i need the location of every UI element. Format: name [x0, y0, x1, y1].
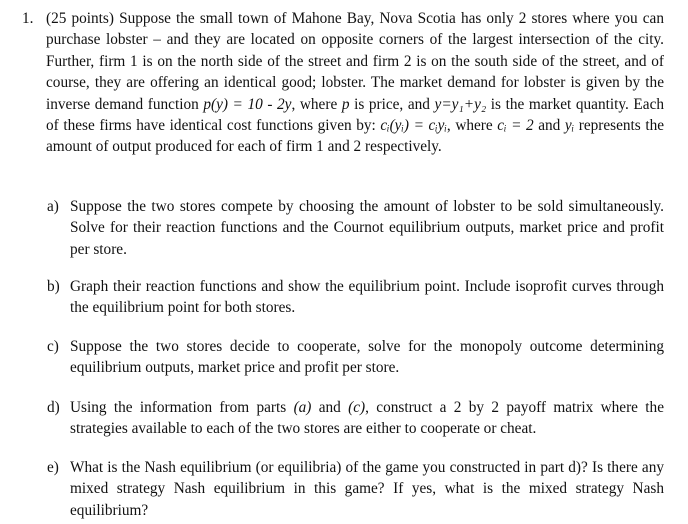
price-variable: p [341, 95, 350, 113]
part-text: Graph their reaction functions and show the equilibrium point. Include isoprofit curves through the equilibrium point for both stores. [70, 278, 664, 317]
ref-part-c: (c) [348, 399, 366, 416]
part-d-text-3: , construct a 2 by 2 payoff matrix where the strategies available to each of the two stores are either to cooperate or cheat. [70, 399, 664, 438]
part-e [47, 457, 664, 521]
output-variable: yᵢ [564, 117, 575, 135]
question-intro-text-1: Suppose the small town of Mahone Bay, Nova Scotia has only 2 stores where you can purchase lobster – and they are located on opposite corners of the largest intersection of the city. Further, firm 1 is on the north side of the street and firm 2 is on the south side of the street, and of course, they are offering an identical good; lobster. The market demand for lobster is given by the inverse demand function [46, 10, 664, 113]
part-d-text-1: Using the information from parts [70, 399, 287, 416]
question-intro-text-7: represents the amount of output produced for each of firm 1 and 2 respectively. [46, 117, 665, 156]
question-number: 1. [22, 10, 34, 27]
market-quantity-sum: y=y₁+y₂ [434, 95, 487, 113]
marginal-cost-value: cᵢ = 2 [497, 117, 534, 135]
part-text [70, 397, 664, 440]
question-intro [46, 8, 664, 158]
part-d [47, 397, 664, 440]
part-label: a) [47, 198, 59, 215]
question-intro-text-5: , where [446, 117, 493, 135]
part-b [47, 276, 664, 319]
part-text: Suppose the two stores compete by choosing the amount of lobster to be sold simultaneously. Solve for their reaction functions and the Cournot equilibrium outputs, market price and profit per store. [70, 198, 664, 258]
demand-function: p(y) = 10 - 2y [203, 95, 292, 113]
part-label: e) [47, 459, 59, 476]
part-text: Suppose the two stores decide to cooperate, solve for the monopoly outcome determining equilibrium outputs, market price and profit per store. [70, 338, 664, 377]
question-intro-text-6: and [538, 117, 561, 135]
part-label: b) [47, 278, 60, 295]
ref-part-a: (a) [293, 399, 312, 416]
part-label: d) [47, 399, 60, 416]
question-intro-text-3: is price, and [354, 95, 430, 113]
part-c [47, 336, 664, 379]
question-points: (25 points) [46, 10, 114, 27]
cost-function: cᵢ(yᵢ) = cᵢyᵢ [380, 117, 447, 135]
part-a [47, 196, 664, 260]
part-text: What is the Nash equilibrium (or equilibria) of the game you constructed in part d)? Is there any mixed strategy Nash equilibrium in this game? If yes, what is the mixed strategy Nash equilibrium? [70, 459, 664, 519]
question-intro-text-4: is the market quantity. Each of these firms have identical cost functions given by: [46, 95, 665, 135]
part-d-text-2: and [318, 399, 341, 416]
part-label: c) [47, 338, 59, 355]
question-intro-text-2: , where [291, 95, 338, 113]
